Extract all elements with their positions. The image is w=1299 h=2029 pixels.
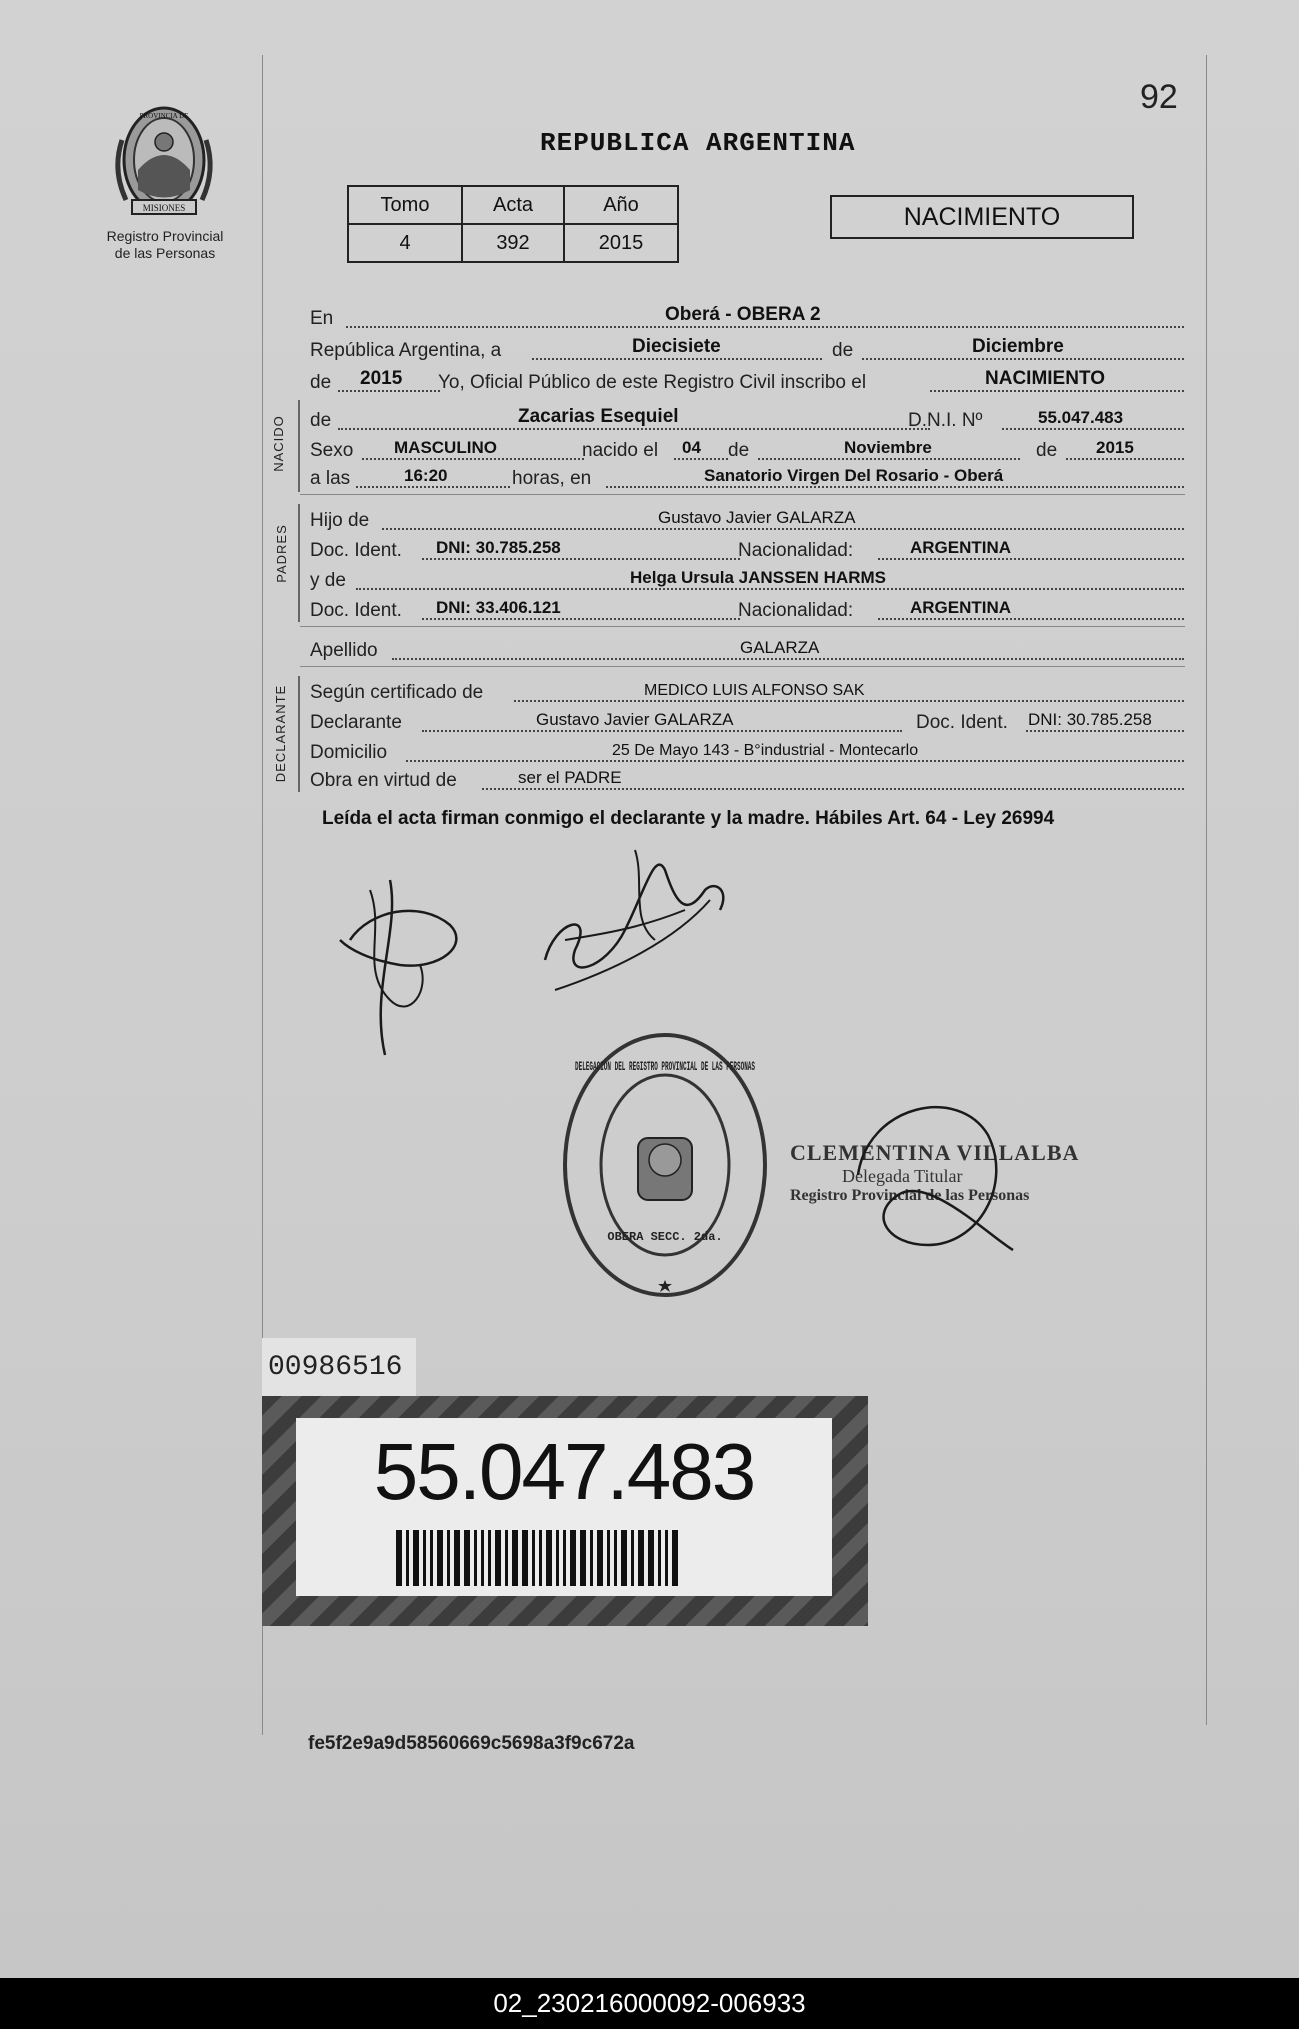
value-apellido: GALARZA [740, 638, 820, 657]
label-virtud: Obra en virtud de [310, 770, 457, 791]
barcode [396, 1530, 736, 1586]
section-label-declarante: DECLARANTE [273, 684, 289, 783]
dotted-line [532, 358, 822, 360]
table-header-acta: Acta [462, 186, 564, 224]
row-padres-hijo [310, 504, 1185, 532]
barcode-bar [607, 1530, 610, 1586]
row-nacido-hora [310, 462, 1185, 490]
label-born: nacido el [582, 440, 659, 461]
label-nacionalidad-2: Nacionalidad: [738, 600, 854, 621]
label-hours: horas, en [512, 468, 592, 489]
value-child-dni: 55.047.483 [1038, 408, 1124, 427]
label-apellido: Apellido [310, 640, 378, 661]
value-father-doc: DNI: 30.785.258 [436, 538, 561, 557]
label-republica: República Argentina, a [310, 340, 502, 361]
dotted-line [878, 558, 1184, 560]
value-mother-doc: DNI: 33.406.121 [436, 598, 561, 617]
label-hijo-de: Hijo de [310, 510, 370, 531]
dotted-line [422, 558, 740, 560]
dotted-line [930, 390, 1184, 392]
barcode-bar [532, 1530, 535, 1586]
row-certificado [310, 676, 1185, 704]
label-de-name: de [310, 410, 332, 431]
value-domicilio: 25 De Mayo 143 - B°industrial - Montecarlo [612, 742, 919, 759]
section-bar-nacido [298, 400, 300, 492]
stamp-role: Delegada Titular [842, 1166, 963, 1186]
province-crest-logo [108, 100, 220, 228]
page-number: 92 [1140, 78, 1178, 116]
stamp-office: Registro Provincial de las Personas [790, 1187, 1030, 1204]
value-month: Diciembre [972, 336, 1064, 357]
footer-filename: 02_230216000092-006933 [0, 1978, 1299, 2029]
row-padres-father-doc [310, 534, 1185, 562]
barcode-bar [430, 1530, 433, 1586]
record-type-box: NACIMIENTO [830, 195, 1134, 239]
stamp-name: CLEMENTINA VILLALBA [790, 1140, 1080, 1165]
dotted-line [338, 428, 930, 430]
value-virtud: ser el PADRE [518, 768, 622, 787]
table-header-tomo: Tomo [348, 186, 462, 224]
row-year [310, 366, 1185, 394]
barcode-bar [413, 1530, 419, 1586]
svg-text:PROVINCIA DE: PROVINCIA DE [139, 112, 189, 120]
label-de2: de [310, 372, 332, 393]
barcode-bar [580, 1530, 586, 1586]
officer-signature [535, 830, 735, 995]
closing-statement: Leída el acta firman conmigo el declarante y la madre. Hábiles Art. 64 - Ley 26994 [322, 808, 1055, 829]
section-bar-padres [298, 504, 300, 622]
label-domicilio: Domicilio [310, 742, 388, 763]
row-nacido-sexo [310, 434, 1185, 462]
barcode-bar [665, 1530, 668, 1586]
dotted-line [346, 326, 1184, 328]
declarant-signature [330, 870, 480, 1060]
dotted-line [674, 458, 728, 460]
value-declarante: Gustavo Javier GALARZA [536, 710, 734, 729]
sticker-number: 55.047.483 [373, 1427, 755, 1516]
table-cell-acta: 392 [462, 224, 564, 262]
label-a-las: a las [310, 468, 351, 489]
table-header-ano: Año [564, 186, 678, 224]
dotted-line [1066, 458, 1184, 460]
dotted-line [1002, 428, 1184, 430]
value-birth-time: 16:20 [404, 466, 448, 485]
row-padres-mother-doc [310, 594, 1185, 622]
dotted-line [356, 486, 510, 488]
value-mother-nationality: ARGENTINA [910, 598, 1012, 617]
dotted-line [758, 458, 1020, 460]
dotted-line [356, 588, 1184, 590]
barcode-bar [464, 1530, 470, 1586]
value-year: 2015 [360, 368, 403, 389]
label-declarante: Declarante [310, 712, 402, 733]
barcode-bar [437, 1530, 443, 1586]
table-cell-tomo: 4 [348, 224, 462, 262]
row-padres-mother [310, 564, 1185, 592]
table-cell-ano: 2015 [564, 224, 678, 262]
barcode-bar [406, 1530, 409, 1586]
label-nacionalidad: Nacionalidad: [738, 540, 854, 561]
label-dni: D.N.I. Nº [908, 410, 983, 431]
barcode-bar [672, 1530, 678, 1586]
label-en: En [310, 308, 334, 329]
barcode-bar [481, 1530, 484, 1586]
barcode-bar [539, 1530, 542, 1586]
registry-seal [560, 1030, 770, 1300]
control-number: 00986516 [262, 1338, 416, 1398]
svg-text:MISIONES: MISIONES [142, 203, 186, 213]
dotted-line [382, 528, 1184, 530]
section-bar-declarante [298, 676, 300, 792]
dotted-line [862, 358, 1184, 360]
document-hash: fe5f2e9a9d58560669c5698a3f9c672a [308, 1733, 635, 1754]
section-label-padres: PADRES [273, 524, 289, 583]
section-divider [300, 626, 1185, 627]
registry-label-line2: de las Personas [114, 245, 216, 261]
barcode-bar [474, 1530, 477, 1586]
value-father-nationality: ARGENTINA [910, 538, 1012, 557]
barcode-bar [546, 1530, 552, 1586]
barcode-bar [488, 1530, 491, 1586]
barcode-bar [638, 1530, 644, 1586]
barcode-bar [570, 1530, 576, 1586]
id-sticker [262, 1396, 868, 1626]
dotted-line [878, 618, 1184, 620]
record-table [347, 185, 679, 263]
seal-inner-text: OBERA SECC. 2da. [607, 1230, 723, 1244]
barcode-bar [396, 1530, 402, 1586]
row-virtud [310, 764, 1185, 792]
row-declarante [310, 706, 1185, 734]
barcode-bar [563, 1530, 566, 1586]
label-doc-ident: Doc. Ident. [310, 540, 402, 561]
document-title: REPUBLICA ARGENTINA [540, 128, 856, 158]
barcode-bar [454, 1530, 460, 1586]
barcode-bar [597, 1530, 603, 1586]
dotted-line [406, 760, 1184, 762]
row-domicilio [310, 736, 1185, 764]
value-birth-place: Sanatorio Virgen Del Rosario - Oberá [704, 466, 1004, 485]
dotted-line [338, 390, 440, 392]
seal-ring-text: DELEGACION DEL REGISTRO PROVINCIAL DE LAS PERSONAS [575, 1059, 756, 1074]
barcode-bar [556, 1530, 559, 1586]
label-y-de: y de [310, 570, 346, 591]
barcode-bar [495, 1530, 501, 1586]
barcode-bar [614, 1530, 617, 1586]
barcode-bar [447, 1530, 450, 1586]
dotted-line [606, 486, 1184, 488]
value-certificado: MEDICO LUIS ALFONSO SAK [644, 682, 865, 699]
row-republica [310, 334, 1185, 362]
value-day-words: Diecisiete [632, 336, 721, 357]
row-apellido [310, 634, 1185, 662]
barcode-bar [590, 1530, 593, 1586]
barcode-bar [648, 1530, 654, 1586]
barcode-bar [512, 1530, 518, 1586]
registry-label [90, 228, 240, 262]
value-birth-day: 04 [682, 438, 701, 457]
label-certificado: Según certificado de [310, 682, 484, 703]
value-father: Gustavo Javier GALARZA [658, 508, 856, 527]
label-de-2: de [728, 440, 750, 461]
value-act-type: NACIMIENTO [985, 368, 1105, 389]
barcode-bar [658, 1530, 661, 1586]
label-sexo: Sexo [310, 440, 354, 461]
dotted-line [392, 658, 1184, 660]
value-birth-month: Noviembre [844, 438, 932, 457]
barcode-bar [621, 1530, 627, 1586]
dotted-line [422, 618, 740, 620]
value-mother: Helga Ursula JANSSEN HARMS [630, 568, 887, 587]
label-de: de [832, 340, 854, 361]
section-label-nacido: NACIDO [270, 415, 286, 472]
value-declarante-doc: DNI: 30.785.258 [1028, 710, 1152, 729]
value-sexo: MASCULINO [394, 438, 497, 457]
sticker-label [296, 1418, 832, 1596]
value-child-name: Zacarias Esequiel [518, 406, 679, 427]
dotted-line [1026, 730, 1184, 732]
row-en [310, 302, 1185, 330]
barcode-bar [631, 1530, 634, 1586]
dotted-line [422, 730, 902, 732]
value-birth-year: 2015 [1096, 438, 1134, 457]
dotted-line [514, 700, 1184, 702]
label-officer-text: Yo, Oficial Público de este Registro Civil inscribo el [438, 372, 867, 393]
label-doc-ident-2: Doc. Ident. [310, 600, 402, 621]
dotted-line [482, 788, 1184, 790]
label-doc-ident-decl: Doc. Ident. [916, 712, 1008, 733]
value-place: Oberá - OBERA 2 [665, 304, 821, 325]
right-margin-line [1206, 55, 1207, 1725]
registry-label-line1: Registro Provincial [106, 228, 224, 244]
section-divider [300, 494, 1185, 495]
barcode-bar [423, 1530, 426, 1586]
barcode-bar [522, 1530, 528, 1586]
label-de-3: de [1036, 440, 1058, 461]
section-divider [300, 666, 1185, 667]
barcode-bar [505, 1530, 508, 1586]
delegate-signature [838, 1085, 1018, 1260]
dotted-line [362, 458, 584, 460]
row-nacido-name [310, 404, 1185, 432]
